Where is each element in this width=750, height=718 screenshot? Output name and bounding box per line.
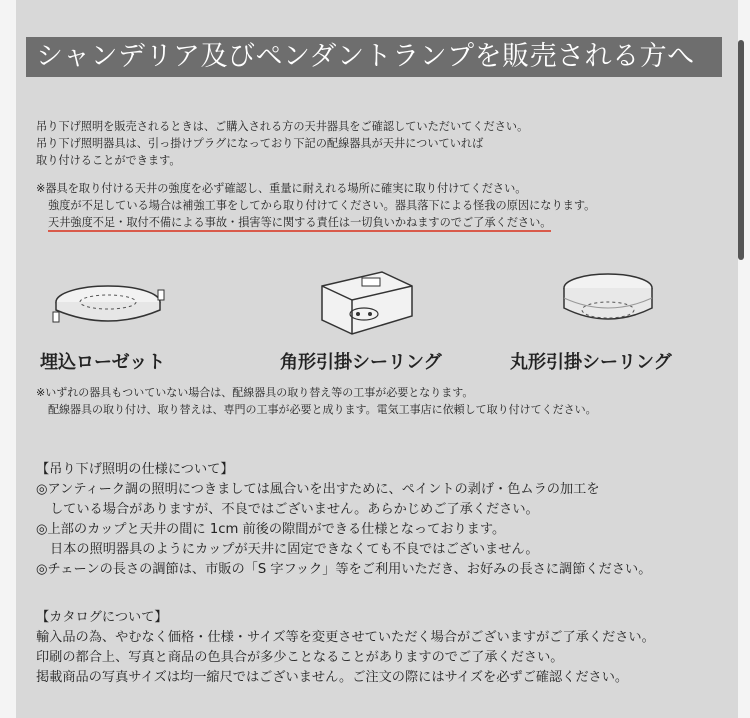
intro-text — [36, 118, 528, 169]
caution-line: ※器具を取り付ける天井の強度を必ず確認し、重量に耐えれる場所に確実に取り付けてください。 — [36, 182, 527, 195]
spec-line: している場合がありますが、不良ではございません。あらかじめご了承ください。 — [50, 502, 539, 517]
spec-line: ◎アンティーク調の照明につきましては風合いを出すために、ペイントの剥げ・色ムラの加工を — [36, 482, 600, 497]
caution-text — [36, 180, 595, 232]
catalog-line: 印刷の都合上、写真と商品の色具合が多少ことなることがありますのでご了承ください。 — [36, 650, 564, 665]
spec-line: 日本の照明器具のようにカップが天井に固定できなくても不良ではございません。 — [50, 542, 539, 557]
intro-line: 吊り下げ照明を販売されるときは、ご購入される方の天井器具をご確認していただいてください。 — [36, 120, 529, 133]
fixture-label: 埋込ローゼット — [40, 352, 166, 373]
intro-line: 吊り下げ照明器具は、引っ掛けプラグになっており下記の配線器具が天井についていれば — [36, 137, 484, 150]
spec-line: ◎チェーンの長さの調節は、市販の「S 字フック」等をご利用いただき、お好みの長さに調節ください。 — [36, 562, 652, 577]
scrollbar[interactable] — [738, 40, 744, 260]
caution-line: 強度が不足している場合は補強工事をしてから取り付けてください。器具落下による怪我の原因になります。 — [48, 199, 596, 212]
square-ceiling-hook-icon — [312, 264, 422, 344]
spec-line: ◎上部のカップと天井の間に 1cm 前後の隙間ができる仕様となっております。 — [36, 522, 506, 537]
catalog-line: 掲載商品の写真サイズは均一縮尺ではございません。ご注文の際にはサイズを必ずご確認ください。 — [36, 670, 629, 685]
spec-heading: 【吊り下げ照明の仕様について】 — [36, 462, 234, 477]
catalog-line: 輸入品の為、やむなく価格・仕様・サイズ等を変更させていただく場合がございますがご了承ください。 — [36, 630, 655, 645]
fixture-round-ceiling-hook — [558, 268, 658, 342]
fixture-embedded-rosette — [50, 272, 170, 336]
intro-line: 取り付けることができます。 — [36, 154, 181, 167]
embedded-rosette-icon — [50, 272, 170, 332]
note-line: 配線器具の取り付け、取り替えは、専門の工事が必要と成ります。電気工事店に依頼して取り付けてください。 — [48, 403, 597, 416]
page-title: シャンデリア及びペンダントランプを販売される方へ — [26, 37, 722, 77]
catalog-section — [36, 608, 655, 688]
fixture-types — [30, 272, 730, 382]
round-ceiling-hook-icon — [558, 268, 658, 338]
fixture-label: 角形引掛シーリング — [280, 352, 442, 373]
wiring-note — [36, 384, 597, 418]
fixture-label: 丸形引掛シーリング — [510, 352, 672, 373]
note-line: ※いずれの器具もついていない場合は、配線器具の取り替え等の工事が必要となります。 — [36, 386, 474, 399]
catalog-heading: 【カタログについて】 — [36, 610, 168, 625]
caution-liability-line: 天井強度不足・取付不備による事故・損害等に関する責任は一切負いかねますのでご了承ください。 — [48, 215, 551, 232]
fixture-square-ceiling-hook — [312, 264, 422, 348]
spec-section — [36, 460, 651, 580]
